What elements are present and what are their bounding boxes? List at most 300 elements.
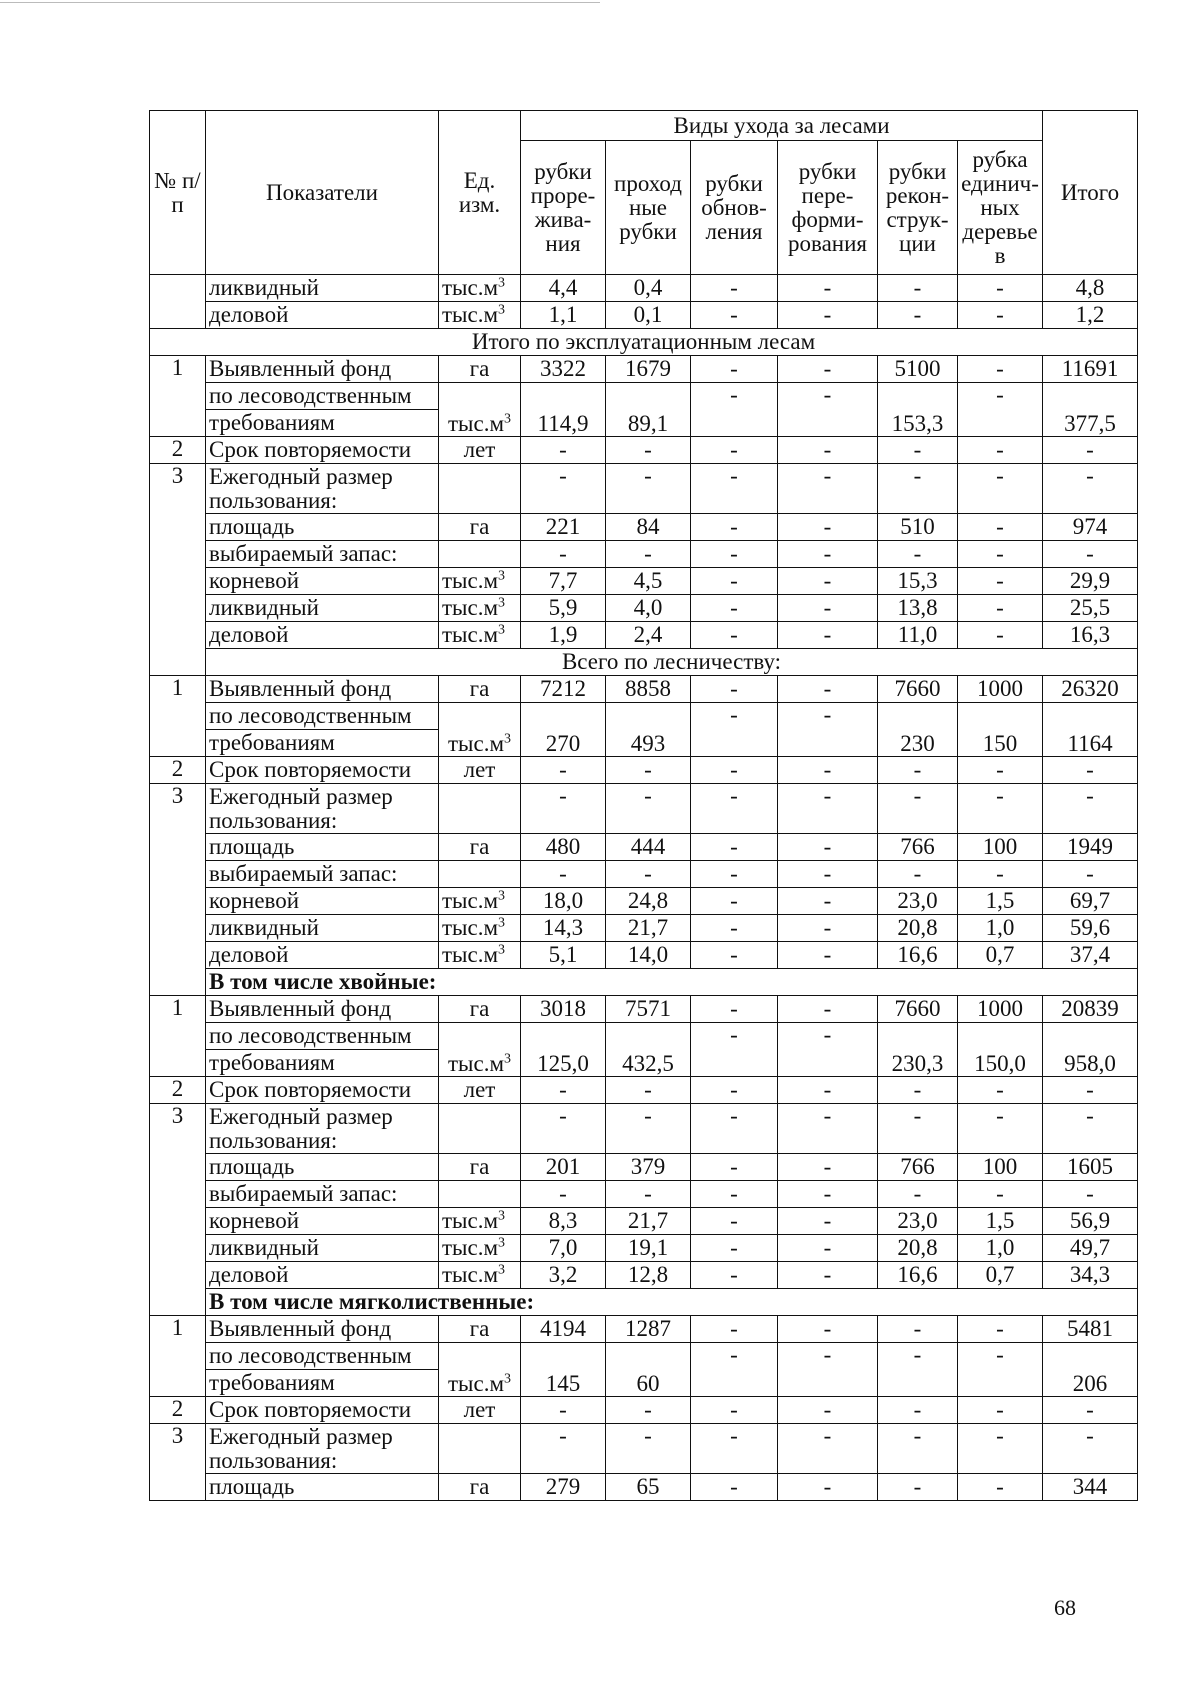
header-group: Виды ухода за лесами [521,111,1043,141]
header-kind: рубки обнов- ления [691,141,778,275]
cell: - [778,1343,878,1397]
row-number: 3 [150,784,206,996]
cell: 5,9 [521,595,606,622]
cell: 7660 [878,676,958,703]
table-row [150,1316,1138,1343]
cell: 18,0 [521,888,606,915]
cell: - [778,356,878,383]
cell: 7,0 [521,1235,606,1262]
row-number: 3 [150,1424,206,1501]
cell: - [958,622,1043,649]
table-row [150,969,1138,996]
cell: - [778,861,878,888]
cell: 1679 [606,356,691,383]
cell: - [606,1181,691,1208]
table-row [150,1343,1138,1370]
scan-edge-line [0,2,600,3]
row-unit [439,541,521,568]
row-label: требованиям [206,1050,439,1077]
header-kind: рубка единич- ных деревье в [958,141,1043,275]
table-row [150,1023,1138,1050]
cell: 16,6 [878,942,958,969]
cell: - [778,302,878,329]
cell: 974 [1043,514,1138,541]
cell: - [691,784,778,834]
cell: - [691,1023,778,1077]
cell: 14,3 [521,915,606,942]
row-unit [439,784,521,834]
table-body [150,275,1138,1501]
cell: - [958,568,1043,595]
cell: 16,3 [1043,622,1138,649]
cell: 11,0 [878,622,958,649]
row-unit [439,861,521,888]
cell: - [691,568,778,595]
cell: - [606,1424,691,1474]
cell: 19,1 [606,1235,691,1262]
header-kind: проход ные рубки [606,141,691,275]
cell: - [521,784,606,834]
cell: 444 [606,834,691,861]
cell: 7571 [606,996,691,1023]
table-row [150,757,1138,784]
cell: - [878,1474,958,1501]
cell: 4,0 [606,595,691,622]
cell: - [958,514,1043,541]
cell: - [778,1474,878,1501]
table-row [150,676,1138,703]
cell: - [1043,437,1138,464]
cell: - [778,1154,878,1181]
cell: - [691,622,778,649]
cell: - [778,1235,878,1262]
row-label: Срок повторяемости [206,757,439,784]
cell: 100 [958,834,1043,861]
cell: 14,0 [606,942,691,969]
cell: 5481 [1043,1316,1138,1343]
cell: - [606,1397,691,1424]
row-unit: $тыс.м^3$ [439,915,521,942]
cell: - [878,1424,958,1474]
cell: 84 [606,514,691,541]
cell: 89,1 [606,383,691,437]
cell: 4,5 [606,568,691,595]
cell: - [778,1262,878,1289]
row-label: требованиям [206,1370,439,1397]
cell: - [1043,757,1138,784]
cell: 1287 [606,1316,691,1343]
cell: - [778,996,878,1023]
cell: - [606,784,691,834]
cell: - [878,464,958,514]
cell: - [521,1424,606,1474]
cell: - [691,888,778,915]
row-label: ликвидный [206,275,439,302]
cell: 1000 [958,996,1043,1023]
cell: - [606,757,691,784]
table-row [150,703,1138,730]
cell: - [691,595,778,622]
row-label: деловой [206,942,439,969]
row-unit: лет [439,757,521,784]
row-label: по лесоводственным [206,383,439,410]
cell: 25,5 [1043,595,1138,622]
cell: 145 [521,1343,606,1397]
header-kind: рубки пере- форми- рования [778,141,878,275]
cell: 5,1 [521,942,606,969]
cell: 12,8 [606,1262,691,1289]
cell: 100 [958,1154,1043,1181]
section-title: Всего по лесничеству: [206,649,1138,676]
cell: - [691,1316,778,1343]
cell: 34,3 [1043,1262,1138,1289]
cell: 7660 [878,996,958,1023]
cell: 15,3 [878,568,958,595]
cell: - [778,595,878,622]
table-row [150,356,1138,383]
cell: 59,6 [1043,915,1138,942]
row-label: ликвидный [206,915,439,942]
row-label: Срок повторяемости [206,1077,439,1104]
row-unit: $тыс.м^3$ [439,1262,521,1289]
cell: - [521,1181,606,1208]
cell: 2,4 [606,622,691,649]
table-row [150,1181,1138,1208]
row-label: Выявленный фонд [206,996,439,1023]
cell: - [1043,464,1138,514]
cell: 4,4 [521,275,606,302]
cell: 1,5 [958,888,1043,915]
cell: - [958,541,1043,568]
table-row [150,595,1138,622]
table-row [150,888,1138,915]
cell: - [778,1424,878,1474]
table-row [150,1397,1138,1424]
header-total: Итого [1043,111,1138,275]
table-row [150,383,1138,410]
cell: - [691,464,778,514]
cell: - [521,861,606,888]
cell: 206 [1043,1343,1138,1397]
row-unit [439,1104,521,1154]
cell: 510 [878,514,958,541]
cell: - [778,888,878,915]
cell: - [691,757,778,784]
cell: - [1043,861,1138,888]
header-kind: рубки рекон- струк- ции [878,141,958,275]
row-number: 1 [150,676,206,757]
cell: - [778,757,878,784]
cell: - [878,1316,958,1343]
cell: - [1043,1181,1138,1208]
cell: 26320 [1043,676,1138,703]
cell: - [778,834,878,861]
table-row [150,915,1138,942]
cell: 1605 [1043,1154,1138,1181]
cell: 480 [521,834,606,861]
cell: - [878,541,958,568]
cell: - [778,1397,878,1424]
cell: - [691,275,778,302]
cell: 11691 [1043,356,1138,383]
cell: - [878,1397,958,1424]
section-title: В том числе мягколиственные: [206,1289,1138,1316]
row-unit: га [439,1316,521,1343]
cell: 114,9 [521,383,606,437]
cell: - [691,834,778,861]
cell: 49,7 [1043,1235,1138,1262]
cell: 1000 [958,676,1043,703]
row-label: ликвидный [206,1235,439,1262]
cell: - [606,861,691,888]
cell: 0,1 [606,302,691,329]
cell: 0,7 [958,942,1043,969]
row-label: требованиям [206,730,439,757]
table-row [150,622,1138,649]
cell: 16,6 [878,1262,958,1289]
table-row [150,1474,1138,1501]
row-number: 1 [150,996,206,1077]
cell: - [778,275,878,302]
cell: - [606,1077,691,1104]
row-unit: $тыс.м^3$ [439,1235,521,1262]
row-unit: га [439,1474,521,1501]
row-label: Выявленный фонд [206,1316,439,1343]
cell: 766 [878,1154,958,1181]
cell: - [691,676,778,703]
row-unit: $тыс.м^3$ [439,275,521,302]
cell: 20,8 [878,915,958,942]
row-unit: га [439,1154,521,1181]
cell: 3,2 [521,1262,606,1289]
row-unit: $тыс.м^3$ [439,568,521,595]
cell: - [691,1474,778,1501]
cell: - [691,861,778,888]
row-label: корневой [206,568,439,595]
cell: - [1043,1424,1138,1474]
cell: 37,4 [1043,942,1138,969]
cell: 8858 [606,676,691,703]
row-label: выбираемый запас: [206,861,439,888]
cell: - [958,757,1043,784]
cell: - [691,1262,778,1289]
row-unit: га [439,676,521,703]
row-unit: лет [439,437,521,464]
cell: - [1043,1397,1138,1424]
cell: - [691,437,778,464]
table-row [150,996,1138,1023]
cell: - [606,437,691,464]
cell: - [958,1474,1043,1501]
cell: - [778,514,878,541]
cell: - [1043,541,1138,568]
cell: - [878,302,958,329]
cell: - [521,1077,606,1104]
cell: 1164 [1043,703,1138,757]
row-number: 1 [150,356,206,437]
table-row [150,302,1138,329]
cell: 3322 [521,356,606,383]
cell: - [691,1104,778,1154]
cell: - [958,1316,1043,1343]
cell: 4,8 [1043,275,1138,302]
row-label: площадь [206,514,439,541]
table-row [150,514,1138,541]
row-label: Ежегодный размер пользования: [206,1104,439,1154]
row-unit: $тыс.м^3$ [439,302,521,329]
cell: - [691,1077,778,1104]
cell: - [521,437,606,464]
cell: 60 [606,1343,691,1397]
cell: 221 [521,514,606,541]
row-label: Ежегодный размер пользования: [206,464,439,514]
row-label: Срок повторяемости [206,1397,439,1424]
cell: - [878,1104,958,1154]
cell: - [778,703,878,757]
table-row [150,437,1138,464]
cell: - [691,996,778,1023]
row-unit: $тыс.м^3$ [439,942,521,969]
cell: - [958,383,1043,437]
cell: 69,7 [1043,888,1138,915]
cell: - [778,541,878,568]
row-unit [439,1424,521,1474]
row-unit: $тыс.м^3$ [439,622,521,649]
cell: 201 [521,1154,606,1181]
row-unit: $тыс.м^3$ [439,595,521,622]
row-unit: га [439,834,521,861]
cell: 1949 [1043,834,1138,861]
table-row [150,1235,1138,1262]
cell: - [691,1154,778,1181]
cell: - [878,861,958,888]
cell: 150,0 [958,1023,1043,1077]
table-row [150,329,1138,356]
row-label: деловой [206,302,439,329]
table-row [150,1424,1138,1474]
cell: - [778,1316,878,1343]
cell: - [691,383,778,437]
row-label: ликвидный [206,595,439,622]
cell: - [878,1181,958,1208]
cell: 8,3 [521,1208,606,1235]
table-row [150,834,1138,861]
cell: 125,0 [521,1023,606,1077]
table-row [150,1104,1138,1154]
row-label: деловой [206,1262,439,1289]
cell: - [691,915,778,942]
row-label: площадь [206,1474,439,1501]
row-label: Ежегодный размер пользования: [206,784,439,834]
cell: - [778,915,878,942]
cell: 379 [606,1154,691,1181]
cell: - [878,437,958,464]
cell: - [606,1104,691,1154]
row-label: выбираемый запас: [206,1181,439,1208]
cell: - [521,541,606,568]
cell: - [691,1397,778,1424]
table-row [150,275,1138,302]
cell: 153,3 [878,383,958,437]
cell: - [691,1235,778,1262]
cell: - [691,1343,778,1397]
cell: - [521,464,606,514]
table-row [150,464,1138,514]
row-label: по лесоводственным [206,1343,439,1370]
cell: - [691,1181,778,1208]
cell: 23,0 [878,888,958,915]
cell: 270 [521,703,606,757]
row-label: требованиям [206,410,439,437]
cell: - [778,1077,878,1104]
row-number: 2 [150,757,206,784]
cell: - [958,275,1043,302]
row-label: деловой [206,622,439,649]
cell: - [778,437,878,464]
cell: 56,9 [1043,1208,1138,1235]
cell: - [958,1397,1043,1424]
cell: - [691,514,778,541]
cell: 493 [606,703,691,757]
cell: 279 [521,1474,606,1501]
row-unit: $тыс.м^3$ [439,1023,521,1077]
cell: 7,7 [521,568,606,595]
table-row [150,1154,1138,1181]
cell: 958,0 [1043,1023,1138,1077]
section-title: Итого по эксплуатационным лесам [150,329,1138,356]
row-unit: га [439,514,521,541]
cell: - [778,1104,878,1154]
table-row [150,861,1138,888]
table-row [150,541,1138,568]
table-row [150,649,1138,676]
cell: - [958,1181,1043,1208]
header-num: № п/п [150,111,206,275]
cell: 24,8 [606,888,691,915]
row-label: по лесоводственным [206,1023,439,1050]
cell: - [778,676,878,703]
row-unit: $тыс.м^3$ [439,383,521,437]
cell: 344 [1043,1474,1138,1501]
table-row [150,1289,1138,1316]
cell: 1,1 [521,302,606,329]
cell: - [958,1104,1043,1154]
cell: - [878,1077,958,1104]
cell: - [606,464,691,514]
cell: 65 [606,1474,691,1501]
cell: - [1043,784,1138,834]
page-number: 68 [1054,1595,1076,1620]
cell: - [1043,1104,1138,1154]
cell: 0,7 [958,1262,1043,1289]
row-label: выбираемый запас: [206,541,439,568]
cell: 1,5 [958,1208,1043,1235]
cell: 1,0 [958,915,1043,942]
row-unit [439,1181,521,1208]
section-title: В том числе хвойные: [206,969,1138,996]
cell: - [958,861,1043,888]
cell: - [958,595,1043,622]
cell: 766 [878,834,958,861]
row-label: площадь [206,1154,439,1181]
cell: 230,3 [878,1023,958,1077]
cell: - [958,1343,1043,1397]
cell: - [521,1104,606,1154]
table-row [150,784,1138,834]
cell: - [691,703,778,757]
row-number: 1 [150,1316,206,1397]
row-number: 3 [150,464,206,676]
